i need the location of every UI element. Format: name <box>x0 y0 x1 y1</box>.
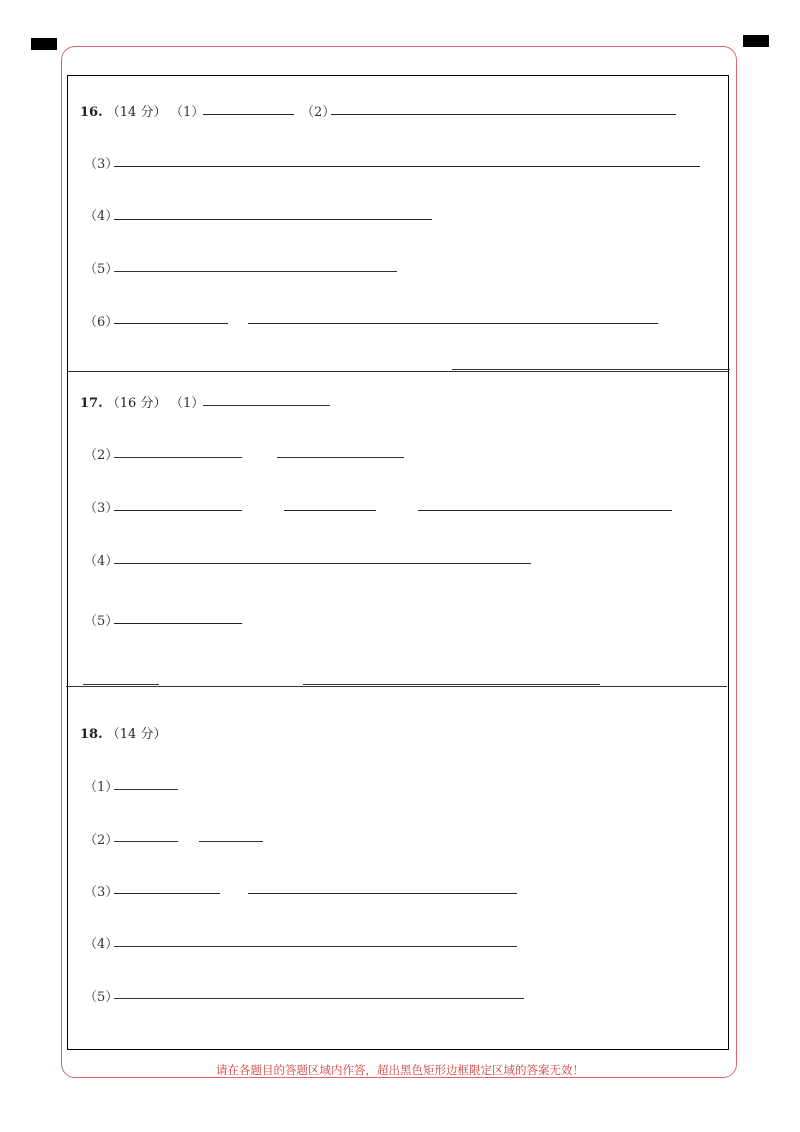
q18-part-4-label: （4） <box>84 937 119 952</box>
footer-notice: 请在各题目的答题区域内作答，超出黑色矩形边框限定区域的答案无效！ <box>216 1063 584 1077</box>
q17-answer-blank-3a[interactable] <box>114 510 242 511</box>
q17-answer-blank-3c[interactable] <box>418 510 672 511</box>
q16-part-6-label: （6） <box>84 315 119 330</box>
q16-answer-blank-1[interactable] <box>203 114 294 115</box>
q16-answer-blank-2[interactable] <box>331 114 676 115</box>
q18-part-3-label: （3） <box>84 885 119 900</box>
question-score: （14 分） <box>106 727 167 742</box>
q17-answer-blank-1[interactable] <box>203 405 330 406</box>
q17-part-5-label: （5） <box>84 614 119 629</box>
q17-extra-answer-line-b[interactable] <box>303 684 600 685</box>
q16-answer-blank-4[interactable] <box>114 219 432 220</box>
q17-answer-blank-4[interactable] <box>114 563 531 564</box>
question-score: （16 分） <box>106 396 167 411</box>
q16-part-5-label: （5） <box>84 262 119 277</box>
question-number: 18. <box>80 727 103 742</box>
q18-answer-blank-3b[interactable] <box>248 893 517 894</box>
q17-part-1-label: （1） <box>170 396 205 411</box>
question-16-header <box>80 101 166 120</box>
q16-part-4-label: （4） <box>84 209 119 224</box>
q17-part-2-label: （2） <box>84 448 119 463</box>
q16-part-1-label: （1） <box>170 105 205 120</box>
section-divider-17-18 <box>66 686 727 687</box>
q16-part-3-label: （3） <box>84 157 119 172</box>
q18-part-2-label: （2） <box>84 833 119 848</box>
q16-answer-blank-6b[interactable] <box>248 323 658 324</box>
question-17-header <box>80 392 166 411</box>
alignment-marker-right <box>743 35 769 47</box>
q16-part-2-label: （2） <box>301 105 336 120</box>
q18-answer-blank-5[interactable] <box>114 998 524 999</box>
section-divider-16-17 <box>68 371 728 372</box>
q16-answer-blank-6a[interactable] <box>114 323 228 324</box>
question-score: （14 分） <box>106 105 167 120</box>
q18-answer-blank-2a[interactable] <box>114 841 178 842</box>
q18-answer-blank-2b[interactable] <box>199 841 263 842</box>
q18-answer-blank-4[interactable] <box>114 946 517 947</box>
q17-answer-blank-2a[interactable] <box>114 457 242 458</box>
q18-part-5-label: （5） <box>84 990 119 1005</box>
q17-part-4-label: （4） <box>84 554 119 569</box>
q18-answer-blank-1[interactable] <box>114 789 178 790</box>
q17-extra-answer-line-a[interactable] <box>83 684 159 685</box>
q16-answer-blank-3[interactable] <box>114 166 700 167</box>
q18-part-1-label: （1） <box>84 780 119 795</box>
q16-answer-blank-5[interactable] <box>114 271 397 272</box>
q18-answer-blank-3a[interactable] <box>114 893 220 894</box>
q17-part-3-label: （3） <box>84 501 119 516</box>
question-number: 16. <box>80 105 103 120</box>
alignment-marker-left <box>31 38 57 50</box>
q16-extra-answer-line[interactable] <box>452 369 730 370</box>
q17-answer-blank-2b[interactable] <box>277 457 404 458</box>
q17-answer-blank-5[interactable] <box>114 623 242 624</box>
question-18-header <box>80 723 166 742</box>
q17-answer-blank-3b[interactable] <box>284 510 376 511</box>
question-number: 17. <box>80 396 103 411</box>
